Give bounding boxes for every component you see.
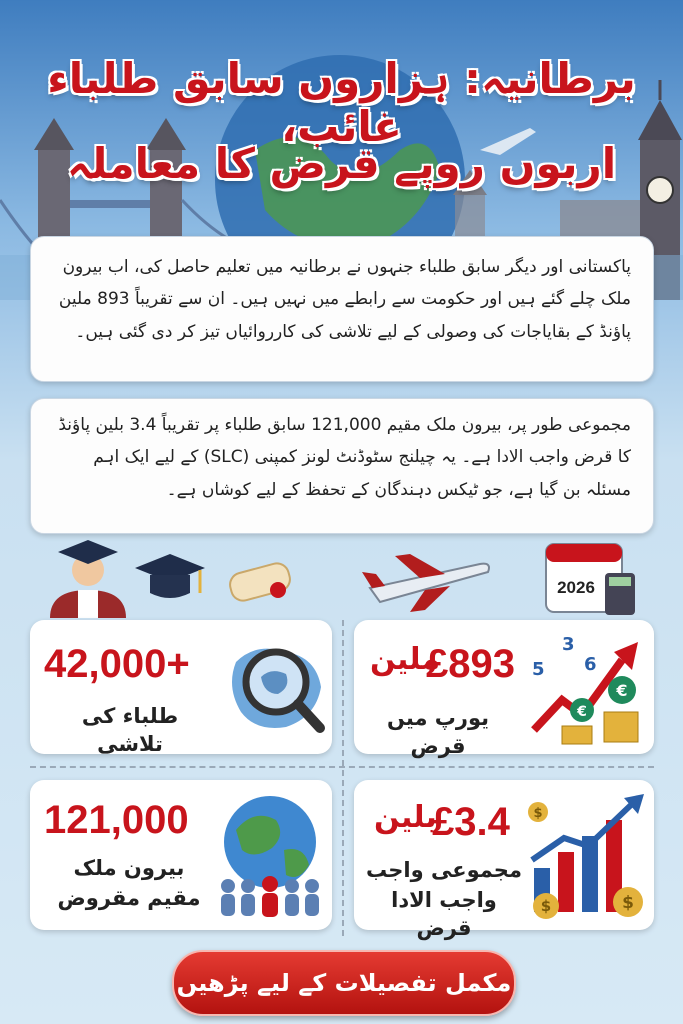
chart-number-6: 6	[584, 654, 597, 675]
icons-row	[0, 538, 683, 618]
globe-people-icon	[214, 790, 326, 920]
stat-card-students-search	[30, 620, 332, 757]
stat-card-europe-debt	[354, 620, 654, 759]
info-card-2	[30, 398, 654, 534]
stat-card-abroad-borrowers	[30, 780, 332, 930]
svg-text:€: €	[577, 704, 587, 720]
svg-text:$: $	[540, 897, 552, 915]
stat-students-search-label: طلباء کی تلاشی	[81, 704, 179, 757]
stat-europe-debt-unit: ملین	[370, 642, 441, 677]
svg-text:€: €	[616, 681, 628, 700]
graduate-icon	[50, 540, 126, 618]
read-more-button[interactable]: مکمل تفصیلات کے لیے پڑھیں	[172, 950, 516, 1016]
calendar-year: 2026	[557, 578, 595, 597]
stat-abroad-borrowers-label-1: بیرون ملک	[73, 856, 185, 880]
svg-text:$: $	[533, 806, 543, 821]
stat-total-debt-unit: بلین	[374, 800, 437, 835]
info-card-2-text: مجموعی طور پر، بیرون ملک مقیم 121,000 سابق طلباء پر تقریباً 3.4 بلین پاؤنڈ کا قرض واجب الادا ہے۔ یہ چیلنج سٹوڈنٹ لونز کمپنی (SLC) کے لیے ایک اہم مسئلہ بن گیا ہے، جو ٹیکس دہندگان کے تحفظ کے لیے کوشاں ہے۔	[58, 415, 631, 500]
stat-abroad-borrowers-label-2: مقیم مقروض	[57, 886, 201, 910]
info-card-1-text: پاکستانی اور دیگر سابق طلباء جنہوں نے برطانیہ میں تعلیم حاصل کی، اب بیرون ملک چلے گئے ہیں اور حکومت سے رابطے میں نہیں ہیں۔ ان سے تقریباً 893 ملین پاؤنڈ کے بقایاجات کی وصولی کے لیے تلاشی کی کارروائیاں تیز کر دی گئی ہیں۔	[58, 257, 631, 342]
headline-line-2: اربوں روپے قرض کا معاملہ	[66, 139, 617, 188]
mortarboard-icon	[135, 554, 205, 598]
diploma-icon	[227, 561, 292, 604]
airplane-icon	[362, 554, 489, 612]
stat-total-debt-label-1: مجموعی واجب	[366, 858, 522, 882]
stat-card-total-debt	[354, 780, 654, 941]
svg-text:$: $	[622, 893, 634, 913]
info-card-1	[30, 236, 654, 382]
stat-students-search-value: 42,000+	[44, 642, 190, 686]
headline-line-1: برطانیہ: ہزاروں سابق طلباء غائب،	[47, 54, 636, 152]
chart-number-3: 3	[562, 634, 575, 655]
stat-europe-debt-value: £893	[426, 642, 515, 686]
magnifier-europe-map-icon	[226, 632, 326, 742]
stat-total-debt-value: £3.4	[432, 800, 510, 844]
chart-number-5: 5	[532, 659, 545, 680]
rising-chart-coins-icon	[522, 630, 648, 748]
stat-europe-debt-label: یورپ میں قرض	[386, 706, 490, 759]
stat-abroad-borrowers-value: 121,000	[44, 798, 189, 842]
bar-chart-dollar-icon	[524, 790, 648, 922]
stat-total-debt-label-2: واجب الادا قرض	[391, 888, 497, 941]
divider-vertical	[342, 620, 344, 936]
